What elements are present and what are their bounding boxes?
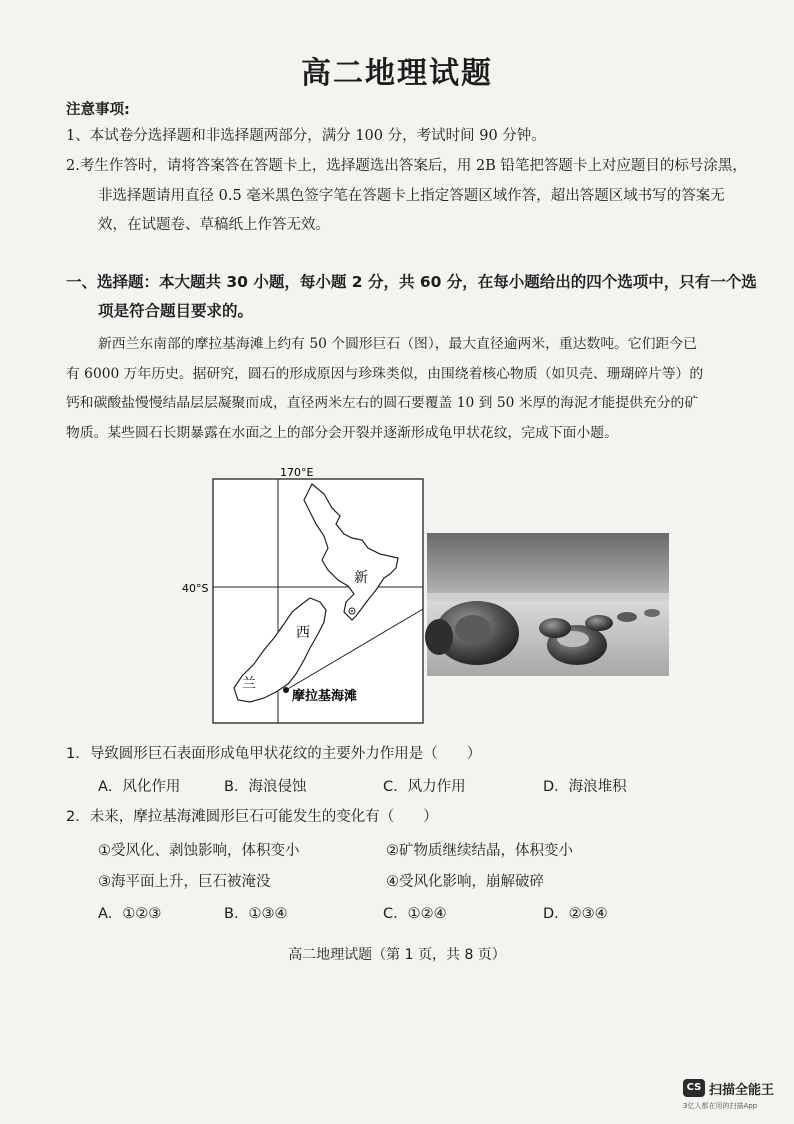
lat-label: 40°S [182, 582, 209, 595]
notice-item-2-line-2: 非选择题请用直径 0.5 毫米黑色签字笔在答题卡上指定答题区域作答，超出答题区域书写的答案无 [98, 188, 725, 204]
new-zealand-map [182, 466, 424, 724]
section-heading-line-2: 项是符合题目要求的。 [98, 302, 254, 320]
brand-tagline: 3亿人都在用的扫描App [683, 1102, 758, 1110]
boulders-photo [427, 533, 669, 676]
q1-option-a[interactable]: A．风化作用 [98, 779, 181, 795]
page-footer: 高二地理试题（第 1 页，共 8 页） [288, 947, 506, 963]
q1-option-b[interactable]: B．海浪侵蚀 [224, 779, 307, 795]
map-char-xi: 西 [296, 625, 310, 641]
passage-line-1: 新西兰东南部的摩拉基海滩上约有 50 个圆形巨石（图），最大直径逾两米，重达数吨。它们距今已 [98, 336, 697, 352]
lon-label: 170°E [280, 466, 314, 479]
notice-heading: 注意事项: [66, 102, 130, 118]
boulder-small [539, 618, 571, 638]
q2-statement-3: ③海平面上升，巨石被淹没 [98, 874, 271, 890]
question-1-stem: 1．导致圆形巨石表面形成龟甲状花纹的主要外力作用是（ ） [66, 746, 482, 762]
beach-label: 摩拉基海滩 [292, 689, 358, 704]
brand-name: 扫描全能王 [709, 1083, 775, 1098]
notice-item-2-line-3: 效，在试题卷、草稿纸上作答无效。 [98, 217, 330, 233]
q2-statement-4: ④受风化影响，崩解破碎 [386, 874, 544, 890]
q2-option-b[interactable]: B．①③④ [224, 906, 288, 922]
question-2-stem: 2．未来，摩拉基海滩圆形巨石可能发生的变化有（ ） [66, 809, 438, 825]
map-char-lan: 兰 [242, 676, 256, 692]
section-heading-line-1: 一、选择题：本大题共 30 小题，每小题 2 分，共 60 分，在每小题给出的四个选项中，只有一个选 [66, 273, 757, 291]
passage-line-3: 钙和碳酸盐慢慢结晶层层凝聚而成，直径两米左右的圆石要覆盖 10 到 50 米厚的海泥才能提供充分的矿 [66, 395, 699, 411]
q2-statement-1: ①受风化、剥蚀影响，体积变小 [98, 843, 300, 859]
q2-option-d[interactable]: D．②③④ [543, 906, 608, 922]
notice-item-2-line-1: 2.考生作答时，请将答案答在答题卡上，选择题选出答案后，用 2B 铅笔把答题卡上对应题目的标号涂黑， [66, 158, 747, 174]
passage-line-2: 有 6000 万年历史。据研究，圆石的形成原因与珍珠类似，由围绕着核心物质（如贝壳、珊瑚碎片等）的 [66, 366, 704, 382]
camscanner-logo: CS [683, 1079, 705, 1097]
q1-option-d[interactable]: D．海浪堆积 [543, 779, 627, 795]
q1-option-c[interactable]: C．风力作用 [383, 779, 466, 795]
passage-line-4: 物质。某些圆石长期暴露在水面之上的部分会开裂并逐渐形成龟甲状花纹，完成下面小题。 [66, 425, 618, 441]
q2-option-a[interactable]: A．①②③ [98, 906, 162, 922]
q2-option-c[interactable]: C．①②④ [383, 906, 447, 922]
notice-item-1: 1、本试卷分选择题和非选择题两部分，满分 100 分，考试时间 90 分钟。 [66, 128, 546, 144]
scanner-watermark [683, 1079, 789, 1115]
page-title: 高二地理试题 [301, 56, 493, 91]
map-char-xin: 新 [354, 570, 368, 586]
q2-statement-2: ②矿物质继续结晶，体积变小 [386, 843, 573, 859]
